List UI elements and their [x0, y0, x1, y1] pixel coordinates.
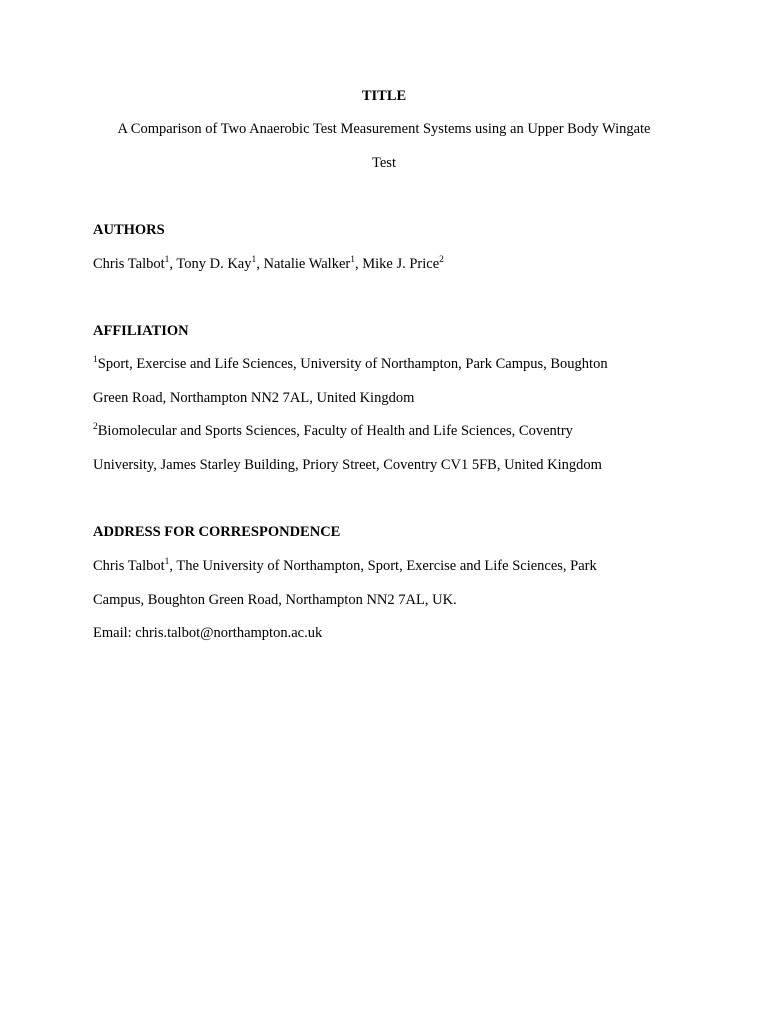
- correspondence-marker: 1: [164, 557, 170, 568]
- affiliation-heading: AFFILIATION: [93, 323, 189, 339]
- author-name: Natalie Walker: [263, 256, 351, 272]
- author-separator: ,: [256, 256, 264, 272]
- correspondence-heading: ADDRESS FOR CORRESPONDENCE: [93, 524, 341, 540]
- title-line-2: Test: [372, 155, 396, 171]
- affiliation-marker: 1: [93, 355, 98, 366]
- author-separator: ,: [354, 256, 363, 272]
- title-heading: TITLE: [361, 88, 407, 104]
- affiliation-1-line-2: Green Road, Northampton NN2 7AL, United Kingdom: [93, 390, 415, 406]
- affiliation-text: Biomolecular and Sports Sciences, Faculty of Health and Life Sciences, Coventry: [97, 423, 573, 439]
- authors-heading: AUTHORS: [93, 222, 165, 238]
- author-affiliation-marker: 2: [439, 255, 444, 266]
- affiliation-text: Sport, Exercise and Life Sciences, University of Northampton, Park Campus, Boughton: [97, 356, 608, 372]
- authors-list: [93, 256, 444, 273]
- affiliation-2-line-2: University, James Starley Building, Priory Street, Coventry CV1 5FB, United Kingdom: [93, 457, 602, 473]
- author-separator: ,: [169, 256, 177, 272]
- affiliation-marker: 2: [93, 422, 98, 433]
- author-affiliation-marker: 1: [164, 255, 170, 266]
- author-name: Tony D. Kay: [176, 256, 252, 272]
- correspondence-text: , The University of Northampton, Sport, Exercise and Life Sciences, Park: [169, 558, 597, 574]
- correspondence-name: Chris Talbot: [93, 558, 165, 574]
- author-affiliation-marker: 1: [251, 255, 257, 266]
- author-name: Mike J. Price: [362, 256, 440, 272]
- affiliation-1-line-1: [93, 356, 608, 373]
- affiliation-2-line-1: [93, 423, 573, 440]
- title-line-1: A Comparison of Two Anaerobic Test Measurement Systems using an Upper Body Wingate: [117, 121, 651, 137]
- author-affiliation-marker: 1: [350, 255, 355, 266]
- correspondence-line-2: Campus, Boughton Green Road, Northampton NN2 7AL, UK.: [93, 592, 457, 608]
- author-name: Chris Talbot: [93, 256, 165, 272]
- correspondence-email: Email: chris.talbot@northampton.ac.uk: [93, 625, 323, 641]
- correspondence-line-1: [93, 558, 597, 575]
